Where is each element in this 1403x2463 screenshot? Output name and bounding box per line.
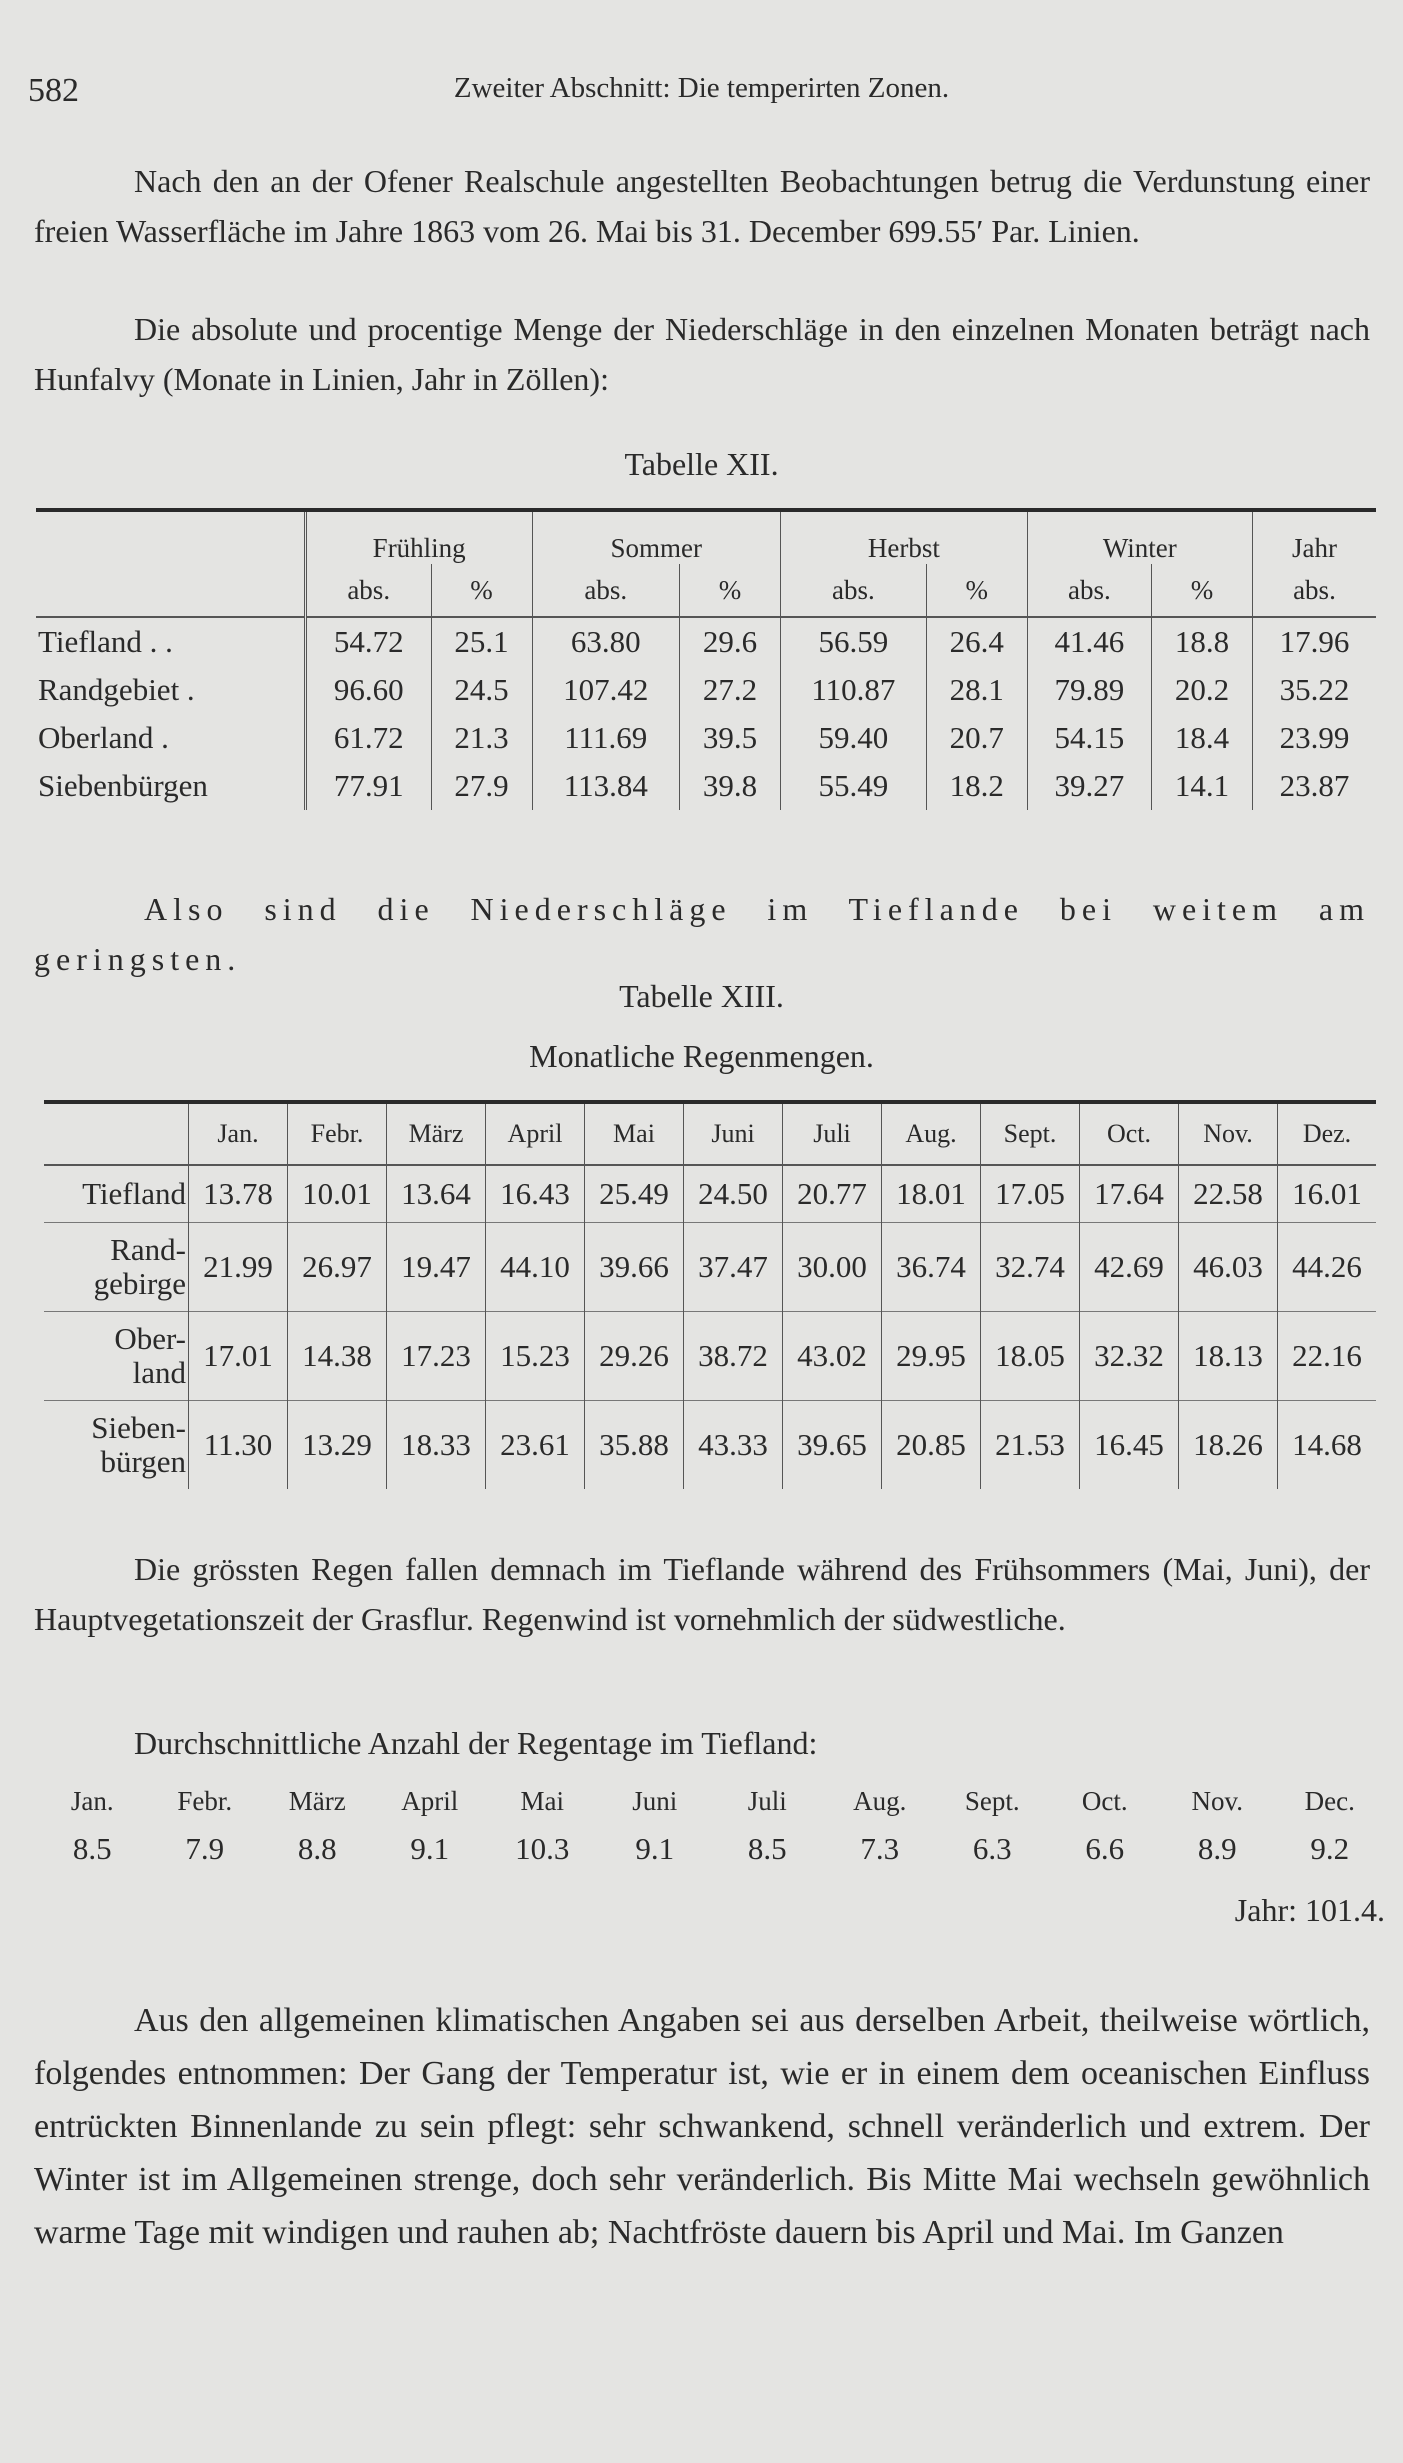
row-label: Siebenbürgen xyxy=(38,768,208,803)
month-label: Mai xyxy=(520,1786,564,1816)
subheader: abs. xyxy=(532,564,680,617)
subheader: % xyxy=(1151,564,1252,617)
cell: 111.69 xyxy=(532,714,680,762)
month-label: April xyxy=(401,1786,459,1816)
cell: 22.58 xyxy=(1179,1165,1278,1223)
table-12 xyxy=(36,508,1376,810)
cell: 61.72 xyxy=(305,714,431,762)
rain-days-table xyxy=(36,1786,1386,1867)
paragraph-heaviest-rain: Die grössten Regen fallen demnach im Tieflande während des Frühsommers (Mai, Juni), der Hauptvegetationszeit der Grasflur. Regenwind ist vornehmlich der südwestliche. xyxy=(34,1551,1370,1637)
day-value: 8.9 xyxy=(1197,1831,1237,1866)
table-row xyxy=(44,1401,1376,1490)
cell: 39.5 xyxy=(680,714,781,762)
cell: 29.95 xyxy=(882,1312,981,1401)
day-value: 8.5 xyxy=(747,1831,787,1866)
cell: 113.84 xyxy=(532,762,680,810)
cell: 23.99 xyxy=(1252,714,1376,762)
cell: 18.2 xyxy=(926,762,1027,810)
row-label: Tiefland xyxy=(44,1165,189,1223)
cell: 19.47 xyxy=(387,1223,486,1312)
group-header: Sommer xyxy=(532,510,780,564)
table-13-title: Tabelle XIII. xyxy=(619,978,784,1014)
cell: 18.05 xyxy=(981,1312,1080,1401)
cell: 27.2 xyxy=(680,666,781,714)
cell: 21.3 xyxy=(431,714,532,762)
cell: 54.72 xyxy=(305,617,431,666)
row-label: Randgebiet . xyxy=(38,672,195,707)
cell: 20.85 xyxy=(882,1401,981,1490)
cell: 26.97 xyxy=(288,1223,387,1312)
month-label: Oct. xyxy=(1081,1786,1128,1816)
month-header: Dez. xyxy=(1278,1102,1377,1165)
cell: 110.87 xyxy=(780,666,926,714)
month-header: Sept. xyxy=(981,1102,1080,1165)
cell: 18.26 xyxy=(1179,1401,1278,1490)
cell: 20.7 xyxy=(926,714,1027,762)
cell: 14.38 xyxy=(288,1312,387,1401)
rain-days-values xyxy=(36,1831,1386,1867)
cell: 46.03 xyxy=(1179,1223,1278,1312)
cell: 63.80 xyxy=(532,617,680,666)
cell: 18.13 xyxy=(1179,1312,1278,1401)
cell: 17.96 xyxy=(1252,617,1376,666)
cell: 13.78 xyxy=(189,1165,288,1223)
cell: 55.49 xyxy=(780,762,926,810)
paragraph-climate: Aus den allgemeinen klimatischen Angaben sei aus derselben Arbeit, theilweise wörtlich, folgendes entnommen: Der Gang der Temperatur ist, wie er in einem dem oceanischen Einfluss entrückten Binnenlande zu sein pflegt: sehr schwankend, schnell veränderlich und extrem. Der Winter ist im Allgemeinen strenge, doch sehr veränderlich. Bis Mitte Mai wechseln gewöhnlich warme Tage mit windigen und rauhen ab; Nachtfröste dauern bis April und Mai. Im Ganzen xyxy=(34,2002,1370,2251)
rain-days-months xyxy=(36,1786,1386,1817)
subheader: % xyxy=(926,564,1027,617)
cell: 21.53 xyxy=(981,1401,1080,1490)
table-row xyxy=(36,714,1376,762)
cell: 18.01 xyxy=(882,1165,981,1223)
cell: 39.27 xyxy=(1027,762,1151,810)
month-header: Jan. xyxy=(189,1102,288,1165)
running-title: Zweiter Abschnitt: Die temperirten Zonen. xyxy=(453,72,950,104)
row-label: Ober- land xyxy=(44,1312,189,1401)
group-header: Jahr xyxy=(1252,510,1376,564)
cell: 29.6 xyxy=(680,617,781,666)
cell: 43.33 xyxy=(684,1401,783,1490)
month-label: Nov. xyxy=(1191,1786,1243,1816)
row-label: Rand- gebirge xyxy=(44,1223,189,1312)
month-header: Juni xyxy=(684,1102,783,1165)
day-value: 9.1 xyxy=(635,1831,675,1866)
row-label: Tiefland . . xyxy=(38,624,173,659)
cell: 38.72 xyxy=(684,1312,783,1401)
cell: 35.88 xyxy=(585,1401,684,1490)
month-label: März xyxy=(288,1786,346,1816)
day-value: 8.8 xyxy=(297,1831,337,1866)
cell: 27.9 xyxy=(431,762,532,810)
cell: 32.32 xyxy=(1080,1312,1179,1401)
cell: 28.1 xyxy=(926,666,1027,714)
subheader: abs. xyxy=(780,564,926,617)
cell: 22.16 xyxy=(1278,1312,1377,1401)
subheader: abs. xyxy=(305,564,431,617)
cell: 44.10 xyxy=(486,1223,585,1312)
table-row xyxy=(44,1223,1376,1312)
cell: 14.1 xyxy=(1151,762,1252,810)
paragraph-evaporation: Nach den an der Ofener Realschule angestellten Beobachtungen betrug die Verdunstung einer freien Wasserfläche im Jahre 1863 vom 26. Mai bis 31. December 699.55′ Par. Linien. xyxy=(34,163,1370,249)
cell: 16.43 xyxy=(486,1165,585,1223)
cell: 30.00 xyxy=(783,1223,882,1312)
cell: 77.91 xyxy=(305,762,431,810)
cell: 59.40 xyxy=(780,714,926,762)
day-value: 7.9 xyxy=(185,1831,225,1866)
paragraph-precipitation-intro: Die absolute und procentige Menge der Niederschläge in den einzelnen Monaten beträgt nach Hunfalvy (Monate in Linien, Jahr in Zöllen): xyxy=(34,311,1370,397)
cell: 42.69 xyxy=(1080,1223,1179,1312)
cell: 36.74 xyxy=(882,1223,981,1312)
cell: 18.33 xyxy=(387,1401,486,1490)
cell: 10.01 xyxy=(288,1165,387,1223)
month-label: Febr. xyxy=(177,1786,233,1816)
cell: 29.26 xyxy=(585,1312,684,1401)
subheader: abs. xyxy=(1027,564,1151,617)
cell: 54.15 xyxy=(1027,714,1151,762)
paragraph-conclusion: Also sind die Niederschläge im Tieflande bei weitem am geringsten. xyxy=(34,891,1370,977)
cell: 107.42 xyxy=(532,666,680,714)
cell: 32.74 xyxy=(981,1223,1080,1312)
cell: 16.45 xyxy=(1080,1401,1179,1490)
row-label: Sieben- bürgen xyxy=(44,1401,189,1490)
cell: 13.64 xyxy=(387,1165,486,1223)
cell: 79.89 xyxy=(1027,666,1151,714)
group-header: Frühling xyxy=(305,510,532,564)
cell: 43.02 xyxy=(783,1312,882,1401)
group-header: Herbst xyxy=(780,510,1027,564)
table-row xyxy=(36,617,1376,666)
table-row xyxy=(36,762,1376,810)
cell: 26.4 xyxy=(926,617,1027,666)
cell: 25.1 xyxy=(431,617,532,666)
cell: 39.8 xyxy=(680,762,781,810)
cell: 17.64 xyxy=(1080,1165,1179,1223)
month-header: Juli xyxy=(783,1102,882,1165)
table-13 xyxy=(44,1100,1376,1489)
month-label: Juni xyxy=(632,1786,678,1816)
cell: 41.46 xyxy=(1027,617,1151,666)
cell: 20.2 xyxy=(1151,666,1252,714)
row-label: Oberland . xyxy=(38,720,169,755)
cell: 14.68 xyxy=(1278,1401,1377,1490)
cell: 23.61 xyxy=(486,1401,585,1490)
day-value: 10.3 xyxy=(515,1831,570,1866)
cell: 20.77 xyxy=(783,1165,882,1223)
subheader: abs. xyxy=(1252,564,1376,617)
rain-days-year-total: Jahr: 101.4. xyxy=(1234,1892,1385,1928)
table-13-subtitle: Monatliche Regenmengen. xyxy=(529,1038,874,1074)
day-value: 9.2 xyxy=(1310,1831,1350,1866)
month-label: Jan. xyxy=(70,1786,114,1816)
cell: 11.30 xyxy=(189,1401,288,1490)
subheader: % xyxy=(680,564,781,617)
cell: 18.4 xyxy=(1151,714,1252,762)
cell: 16.01 xyxy=(1278,1165,1377,1223)
month-label: Juli xyxy=(747,1786,787,1816)
cell: 24.5 xyxy=(431,666,532,714)
table-row xyxy=(44,1312,1376,1401)
month-header: Febr. xyxy=(288,1102,387,1165)
cell: 18.8 xyxy=(1151,617,1252,666)
cell: 37.47 xyxy=(684,1223,783,1312)
cell: 15.23 xyxy=(486,1312,585,1401)
month-label: Aug. xyxy=(853,1786,907,1816)
table-row xyxy=(44,1165,1376,1223)
day-value: 6.3 xyxy=(972,1831,1012,1866)
cell: 25.49 xyxy=(585,1165,684,1223)
cell: 17.01 xyxy=(189,1312,288,1401)
day-value: 8.5 xyxy=(72,1831,112,1866)
cell: 17.23 xyxy=(387,1312,486,1401)
day-value: 6.6 xyxy=(1085,1831,1125,1866)
group-header: Winter xyxy=(1027,510,1252,564)
table-row xyxy=(36,666,1376,714)
cell: 39.65 xyxy=(783,1401,882,1490)
cell: 13.29 xyxy=(288,1401,387,1490)
month-header: März xyxy=(387,1102,486,1165)
month-label: Dec. xyxy=(1304,1786,1355,1816)
cell: 35.22 xyxy=(1252,666,1376,714)
table-12-title: Tabelle XII. xyxy=(624,446,779,482)
month-header: Oct. xyxy=(1080,1102,1179,1165)
page-number: 582 xyxy=(28,72,79,109)
day-value: 7.3 xyxy=(860,1831,900,1866)
month-header: Aug. xyxy=(882,1102,981,1165)
month-header: April xyxy=(486,1102,585,1165)
cell: 23.87 xyxy=(1252,762,1376,810)
rain-days-title: Durchschnittliche Anzahl der Regentage im Tiefland: xyxy=(134,1725,818,1761)
cell: 96.60 xyxy=(305,666,431,714)
month-header: Mai xyxy=(585,1102,684,1165)
cell: 24.50 xyxy=(684,1165,783,1223)
month-label: Sept. xyxy=(964,1786,1020,1816)
cell: 21.99 xyxy=(189,1223,288,1312)
month-header: Nov. xyxy=(1179,1102,1278,1165)
subheader: % xyxy=(431,564,532,617)
cell: 56.59 xyxy=(780,617,926,666)
cell: 17.05 xyxy=(981,1165,1080,1223)
cell: 39.66 xyxy=(585,1223,684,1312)
day-value: 9.1 xyxy=(410,1831,450,1866)
cell: 44.26 xyxy=(1278,1223,1377,1312)
